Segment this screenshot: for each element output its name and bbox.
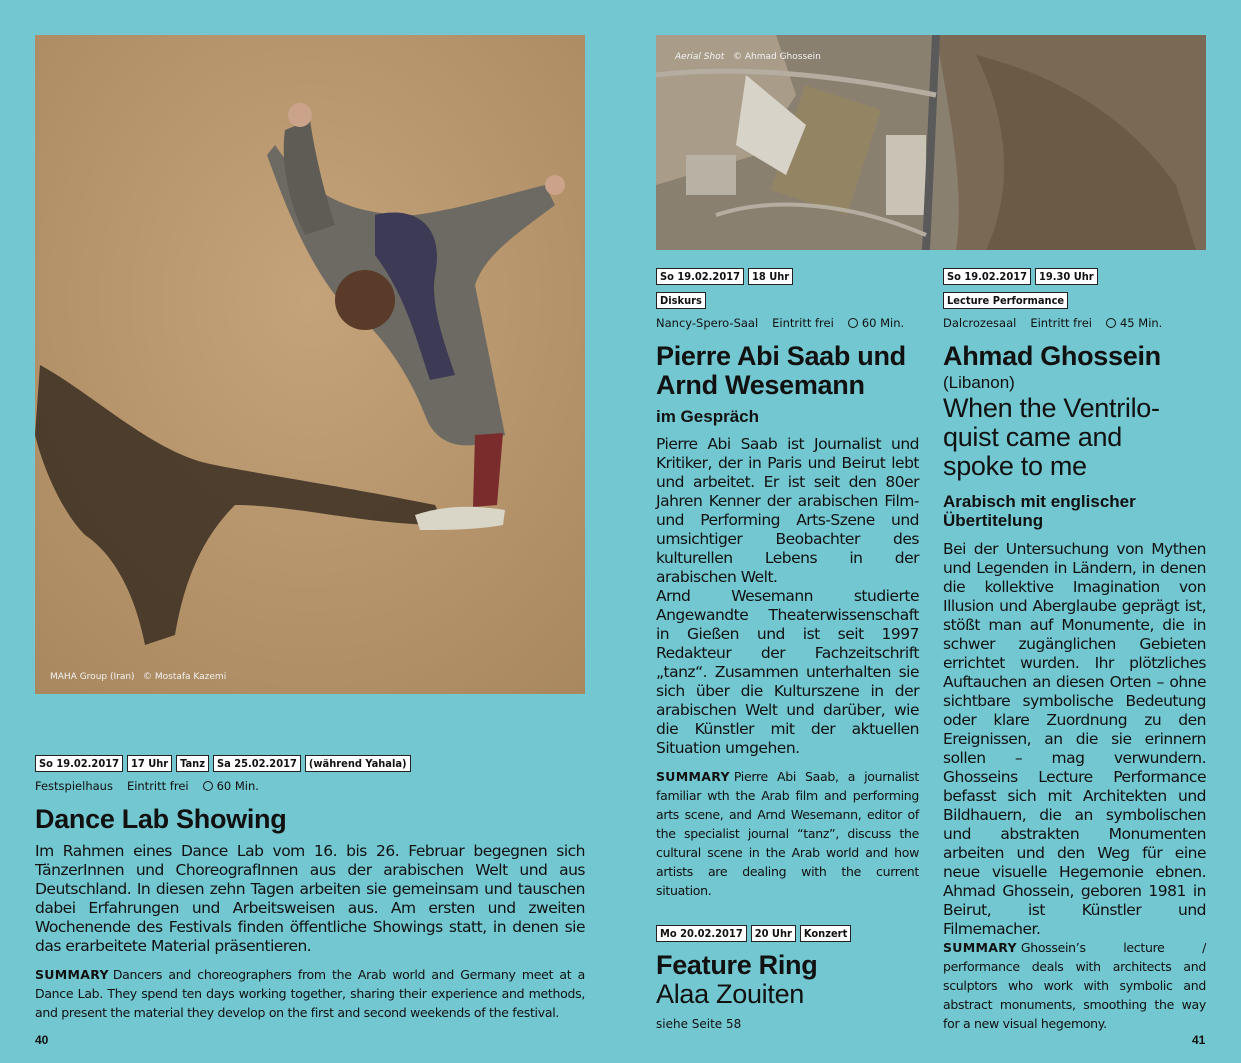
- title-line-2: Arnd Wesemann: [656, 370, 865, 400]
- duration-value: 60 Min.: [216, 779, 259, 793]
- discussion-meta: [656, 316, 904, 330]
- summary-label: SUMMARY: [35, 967, 109, 982]
- body-paragraph-2: Arnd Wesemann studierte Angewandte Theaterwissenschaft in Gießen und ist seit 1997 Redakteur der Fachzeitschrift „tanz“. Zusammen unterhalten sie sich über die Kulturszene in der arabischen Welt und darüber, wie die Künstler mit der aktuellen Situation umgehen.: [656, 587, 919, 757]
- aerial-photo-image: [656, 35, 1206, 250]
- summary-text: Dancers and choreographers from the Arab world and Germany meet at a Dance Lab. They spend ten days working together, sharing their experience and methods, and present the material they develop on the first and second weekends of the festival.: [35, 967, 585, 1020]
- date-tag: Mo 20.02.2017: [656, 925, 747, 942]
- photo-credit-group: MAHA Group (Iran): [50, 672, 135, 682]
- dance-lab-body: Im Rahmen eines Dance Lab vom 16. bis 26. Februar begegnen sich TänzerInnen und ChoreografInnen aus der arabischen Welt und aus Deutschland. In diesen zehn Tagen arbeiten sie gemeinsam und tauschen dabei Erfahrungen und Arbeitsweisen aus. Am ersten und zweiten Wochenende des Festivals finden öffentliche Showings statt, in denen sie das erarbeitete Material präsentieren.: [35, 842, 585, 955]
- venue: Nancy-Spero-Saal: [656, 316, 759, 330]
- feature-title: Feature Ring: [656, 950, 818, 980]
- clock-icon: [1106, 318, 1116, 328]
- summary-text: Ghossein’s lecture / performance deals with architects and sculptors who work with symbolic and abstract monuments, smoothing the way for a new visual hegemony.: [943, 940, 1206, 1031]
- note-tag: (während Yahala): [305, 755, 411, 772]
- feature-tags: [656, 925, 851, 942]
- duration: [848, 316, 904, 330]
- lecture-artist: Ahmad Ghossein: [943, 341, 1161, 371]
- dance-lab-tags: [35, 755, 411, 772]
- dancer-photo: [35, 35, 585, 694]
- admission: Eintritt frei: [126, 779, 189, 793]
- lecture-category: [943, 292, 1068, 309]
- summary-label: SUMMARY: [656, 769, 730, 784]
- photo-credit: © Mostafa Kazemi: [143, 672, 227, 682]
- lecture-tags: [943, 268, 1098, 285]
- discussion-tags: [656, 268, 793, 285]
- dance-lab-meta: [35, 779, 259, 793]
- duration-value: 60 Min.: [861, 316, 905, 330]
- dance-lab-summary: [35, 965, 585, 1022]
- date-tag: So 19.02.2017: [35, 755, 123, 772]
- date-tag: So 19.02.2017: [656, 268, 744, 285]
- aerial-credit-label: Aerial Shot: [675, 52, 725, 62]
- summary-text: Pierre Abi Saab, a journalist familiar wth the Arab film and performing arts scene, and Arnd Wesemann, editor of the specialist journal “tanz”, discuss the cultural scene in the Arab world and how artists are dealing with the current situation.: [656, 769, 919, 898]
- summary-label: SUMMARY: [943, 940, 1017, 955]
- aerial-credit: © Ahmad Ghossein: [733, 52, 821, 62]
- discussion-category: [656, 292, 706, 309]
- aerial-photo: [656, 35, 1206, 250]
- duration: [1106, 316, 1162, 330]
- time-tag: 17 Uhr: [127, 755, 172, 772]
- venue: Dalcrozesaal: [943, 316, 1017, 330]
- duration: [203, 779, 259, 793]
- time-tag: 18 Uhr: [748, 268, 793, 285]
- category-tag: Lecture Performance: [943, 292, 1068, 309]
- see-page-reference: siehe Seite 58: [656, 1017, 742, 1031]
- page-number-right: 41: [1192, 1033, 1206, 1047]
- dancer-photo-image: [35, 35, 585, 694]
- duration-value: 45 Min.: [1119, 316, 1163, 330]
- time-tag: 19.30 Uhr: [1035, 268, 1098, 285]
- venue: Festspielhaus: [35, 779, 113, 793]
- admission: Eintritt frei: [1030, 316, 1092, 330]
- discussion-body: [656, 435, 919, 758]
- date-tag: So 19.02.2017: [943, 268, 1031, 285]
- lecture-body: Bei der Untersuchung von Mythen und Legenden in Ländern, in denen die kollektive Imagination von Illusion und Aberglaube geprägt ist, stößt man auf Monumente, die in schwer zugänglichen Gebieten errichtet wurden. Ihr plötzliches Auftauchen an diesen Orten – ohne sichtbare symbolische Bedeutung oder klare Zuordnung zu den Ereignissen, an die sie erinnern sollen – mag verwundern. Ghosseins Lecture Performance befasst sich mit Architekten und Bildhauern, die an symbolischen und abstrakten Monumenten arbeiten und den Weg für eine neue visuelle Hegemonie ebnen. Ahmad Ghossein, geboren 1981 in Beirut, ist Künstler und Filmemacher.: [943, 540, 1206, 938]
- date-tag-2: Sa 25.02.2017: [213, 755, 301, 772]
- clock-icon: [848, 318, 858, 328]
- work-title-line-1: When the Ventrilo-: [943, 393, 1160, 423]
- discussion-title: [656, 342, 921, 400]
- lecture-origin: (Libanon): [943, 373, 1015, 392]
- category-tag: Diskurs: [656, 292, 706, 309]
- clock-icon: [203, 781, 213, 791]
- page-number-left: 40: [35, 1033, 49, 1047]
- lecture-meta: [943, 316, 1162, 330]
- body-paragraph-1: Pierre Abi Saab ist Journalist und Kritiker, der in Paris und Beirut lebt und arbeitet. Er ist seit den 80er Jahren Kenner der arabischen Film- und Performing Arts-Szene und umsichtiger Beobachter des kulturellen Lebens in der arabischen Welt.: [656, 435, 919, 586]
- lecture-subtitle: Arabisch mit englischer Übertitelung: [943, 492, 1136, 530]
- discussion-subtitle: im Gespräch: [656, 407, 759, 426]
- lecture-work-title: [943, 394, 1206, 481]
- admission: Eintritt frei: [772, 316, 834, 330]
- category-tag: Tanz: [176, 755, 209, 772]
- category-tag: Konzert: [800, 925, 851, 942]
- time-tag: 20 Uhr: [751, 925, 796, 942]
- work-title-line-2: quist came and: [943, 422, 1122, 452]
- dance-lab-title: Dance Lab Showing: [35, 804, 287, 834]
- title-line-1: Pierre Abi Saab und: [656, 341, 906, 371]
- work-title-line-3: spoke to me: [943, 451, 1087, 481]
- feature-artist: Alaa Zouiten: [656, 979, 804, 1009]
- discussion-summary: [656, 767, 919, 900]
- lecture-summary: [943, 938, 1206, 1033]
